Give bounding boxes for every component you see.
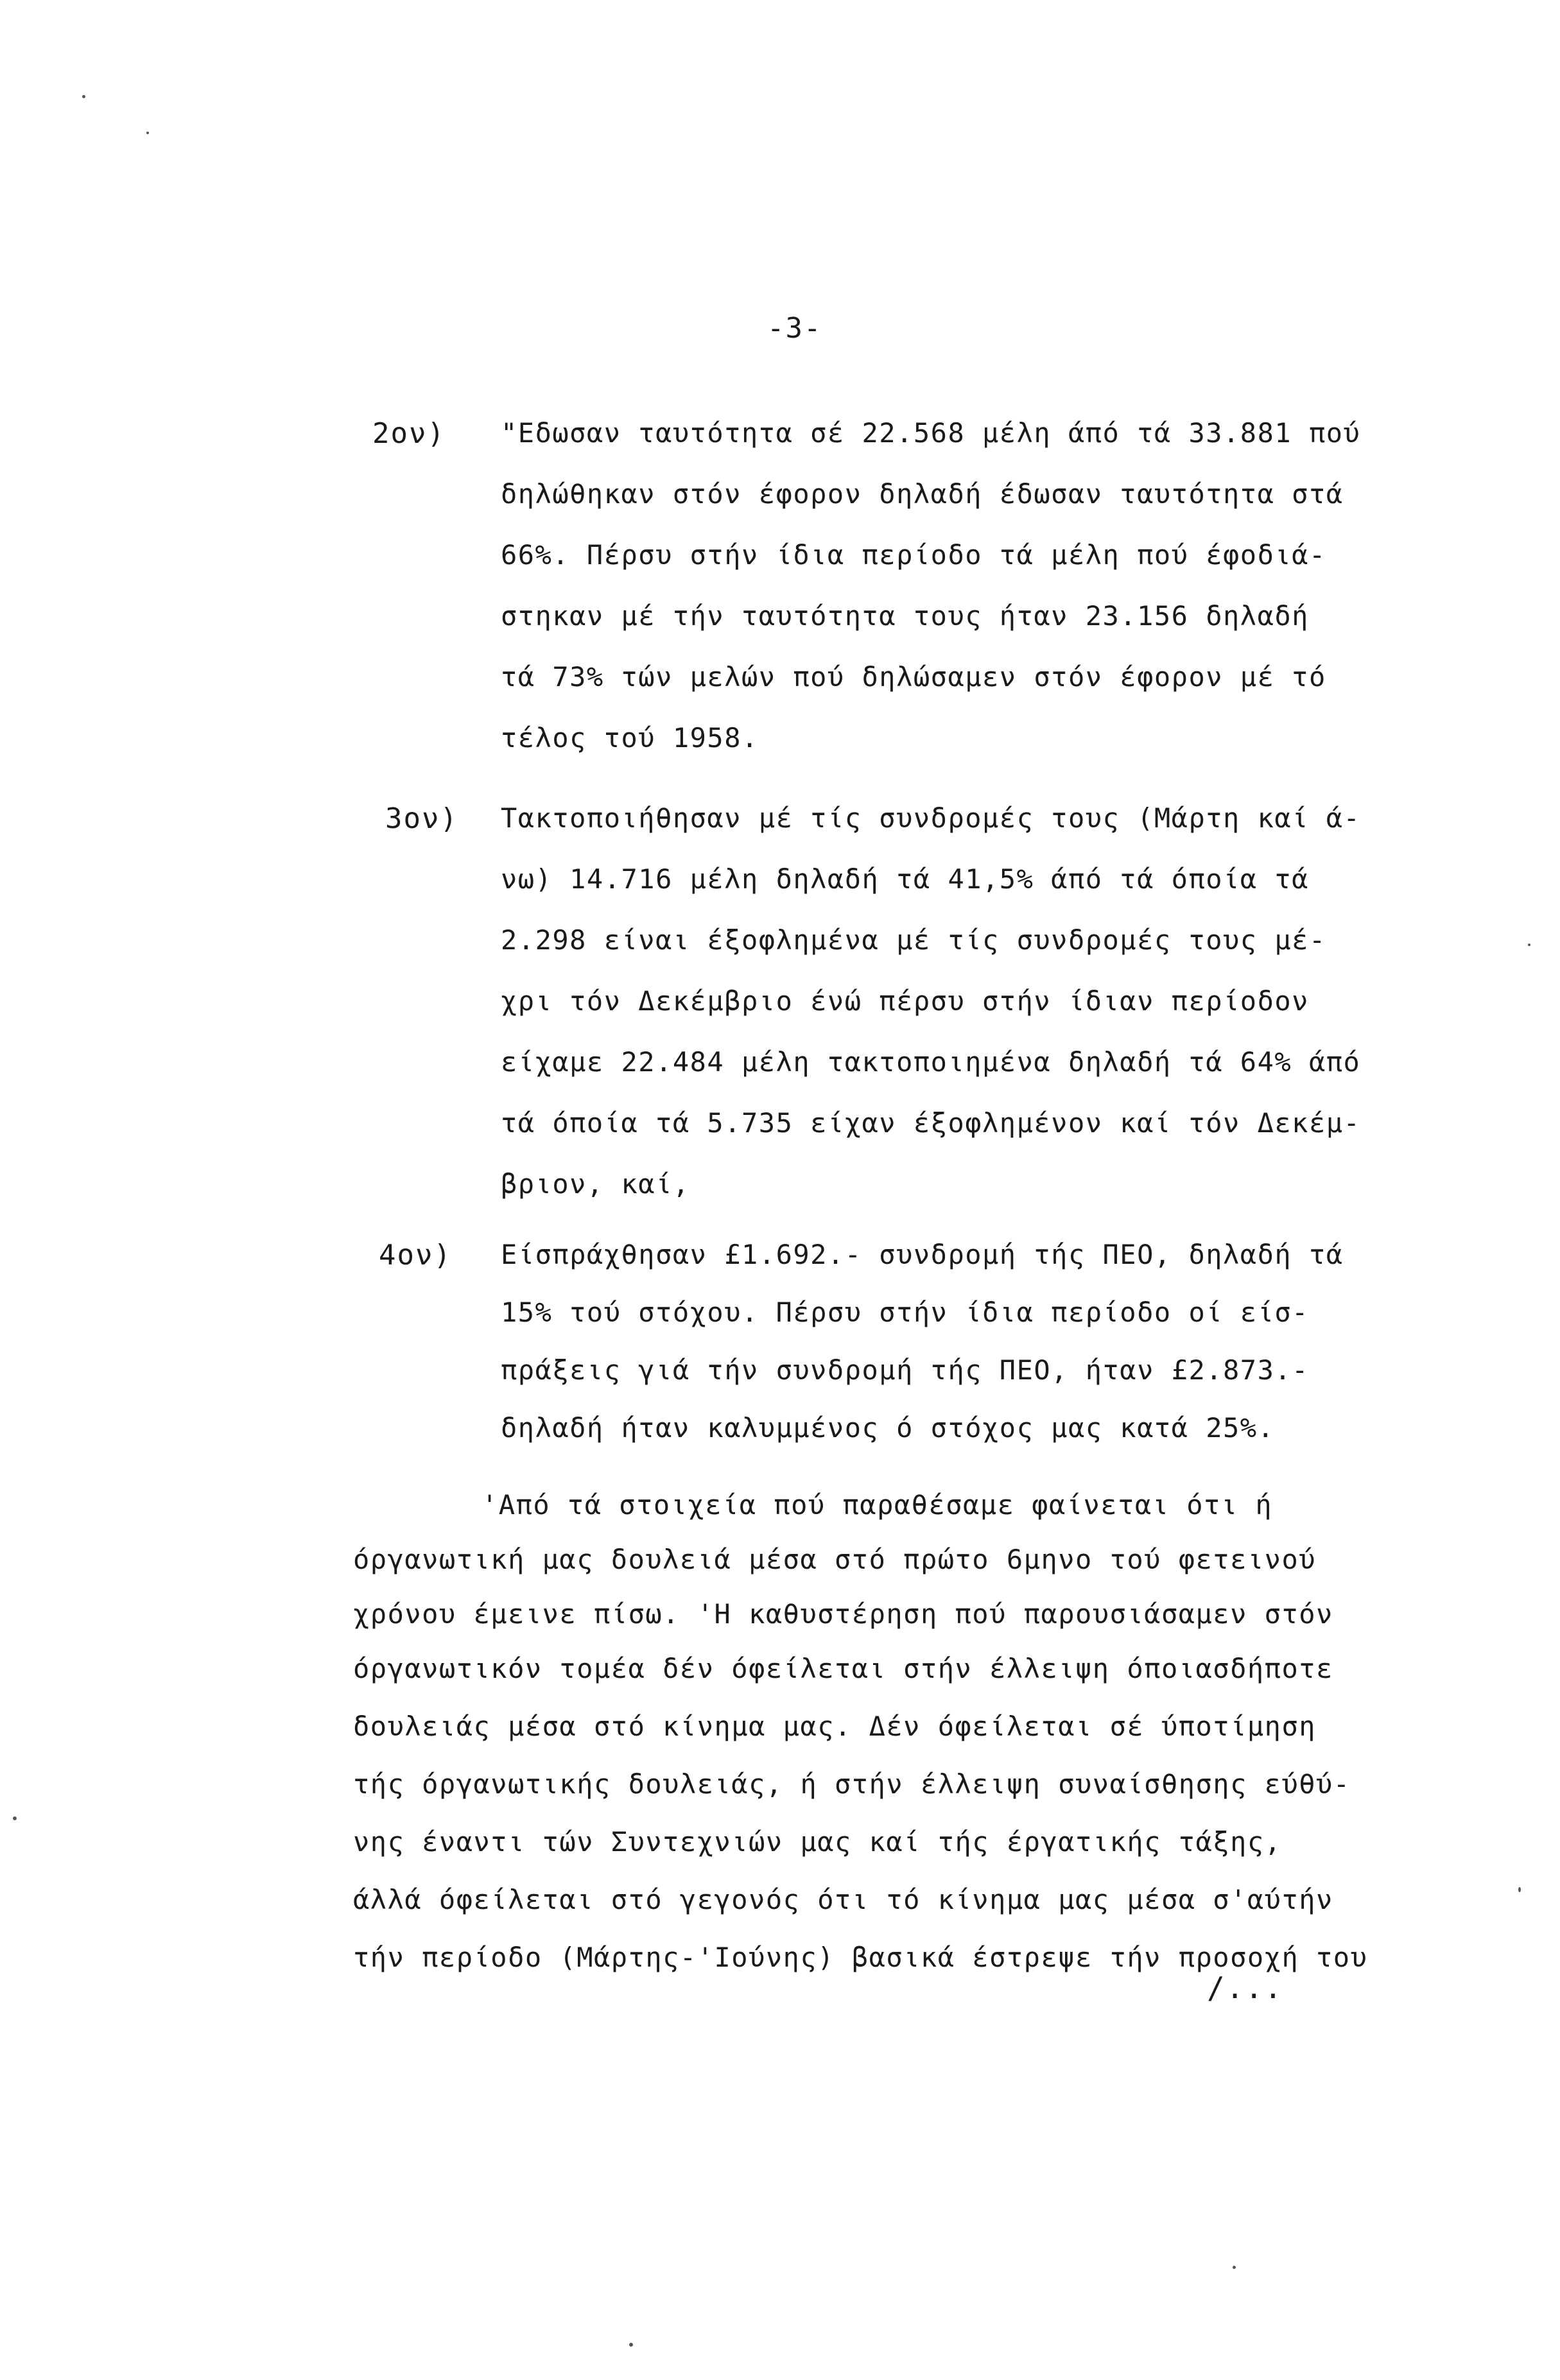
item-line: χρι τόν Δεκέμβριο ένώ πέρσυ στήν ίδιαν περίοδον bbox=[501, 985, 1309, 1017]
paragraph-line: όργανωτική μας δουλειά μέσα στό πρώτο 6μηνο τού φετεινού bbox=[353, 1544, 1317, 1575]
paragraph-line: 'Από τά στοιχεία πού παραθέσαμε φαίνεται ότι ή bbox=[481, 1489, 1273, 1521]
item-line: δηλώθηκαν στόν έφορον δηλαδή έδωσαν ταυτότητα στά bbox=[501, 478, 1344, 510]
item-line: πράξεις γιά τήν συνδρομή τής ΠΕΟ, ήταν £2.873.- bbox=[501, 1354, 1309, 1386]
item-line: νω) 14.716 μέλη δηλαδή τά 41,5% άπό τά όποία τά bbox=[501, 863, 1309, 895]
item-label: 3ον) bbox=[385, 802, 458, 835]
item-line: δηλαδή ήταν καλυμμένος ό στόχος μας κατά 25%. bbox=[501, 1412, 1275, 1444]
item-line: τέλος τού 1958. bbox=[501, 722, 759, 754]
scan-speck bbox=[1528, 944, 1530, 946]
item-line: στηκαν μέ τήν ταυτότητα τους ήταν 23.156 δηλαδή bbox=[501, 600, 1309, 632]
item-line: είχαμε 22.484 μέλη τακτοποιημένα δηλαδή τά 64% άπό bbox=[501, 1046, 1361, 1078]
paragraph-line: όργανωτικόν τομέα δέν όφείλεται στήν έλλειψη όποιασδήποτε bbox=[353, 1653, 1333, 1684]
item-label: 2ον) bbox=[372, 417, 446, 450]
paragraph-line: δουλειάς μέσα στό κίνημα μας. Δέν όφείλεται σέ ύποτίμηση bbox=[353, 1711, 1317, 1742]
item-line: τά 73% τών μελών πού δηλώσαμεν στόν έφορον μέ τό bbox=[501, 661, 1326, 693]
item-line: 15% τού στόχου. Πέρσυ στήν ίδια περίοδο οί είσ- bbox=[501, 1297, 1309, 1328]
scan-speck bbox=[1233, 2266, 1236, 2269]
item-line: τά όποία τά 5.735 είχαν έξοφλημένον καί τόν Δεκέμ- bbox=[501, 1107, 1361, 1139]
scan-speck bbox=[629, 2343, 633, 2347]
scan-speck bbox=[146, 132, 149, 134]
scan-speck bbox=[82, 95, 85, 98]
item-line: Τακτοποιήθησαν μέ τίς συνδρομές τους (Μάρτη καί ά- bbox=[501, 802, 1361, 834]
paragraph-line: νης έναντι τών Συντεχνιών μας καί τής έργατικής τάξης, bbox=[353, 1826, 1282, 1858]
paragraph-line: τήν περίοδο (Μάρτης-'Ιούνης) βασικά έστρεψε τήν προσοχή του bbox=[353, 1942, 1368, 1973]
item-line: 2.298 είναι έξοφλημένα μέ τίς συνδρομές τους μέ- bbox=[501, 924, 1326, 956]
scan-speck bbox=[1518, 1887, 1521, 1892]
continuation-mark: /... bbox=[1207, 1970, 1283, 2005]
scan-speck bbox=[13, 1816, 17, 1820]
item-line: Είσπράχθησαν £1.692.- συνδρομή τής ΠΕΟ, δηλαδή τά bbox=[501, 1239, 1344, 1270]
paragraph-line: άλλά όφείλεται στό γεγονός ότι τό κίνημα μας μέσα σ'αύτήν bbox=[353, 1884, 1333, 1915]
item-line: βριον, καί, bbox=[501, 1168, 690, 1200]
item-line: "Εδωσαν ταυτότητα σέ 22.568 μέλη άπό τά 33.881 πού bbox=[501, 417, 1361, 449]
item-line: 66%. Πέρσυ στήν ίδια περίοδο τά μέλη πού έφοδιά- bbox=[501, 539, 1326, 571]
page-number: -3- bbox=[767, 312, 822, 345]
paragraph-line: τής όργανωτικής δουλειάς, ή στήν έλλειψη συναίσθησης εύθύ- bbox=[353, 1768, 1351, 1800]
paragraph-line: χρόνου έμεινε πίσω. 'Η καθυστέρηση πού παρουσιάσαμεν στόν bbox=[353, 1598, 1333, 1630]
item-label: 4ον) bbox=[379, 1239, 452, 1272]
